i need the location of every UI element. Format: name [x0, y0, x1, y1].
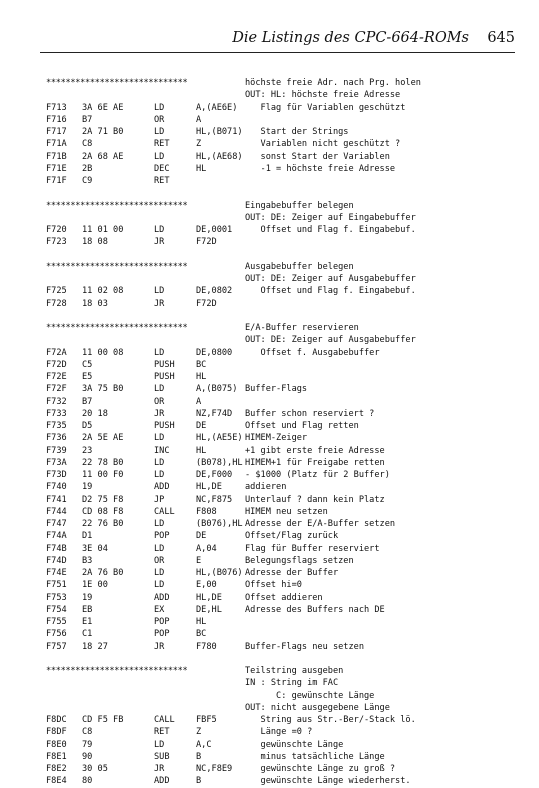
mnemonic: POP	[154, 629, 170, 640]
opcode-bytes: 1E 00	[82, 580, 108, 591]
opcode-bytes: E5	[82, 372, 93, 382]
instruction-line	[46, 285, 516, 297]
operand: NZ,F74D	[196, 408, 233, 419]
address: F72F	[46, 384, 67, 395]
opcode-bytes: 23	[82, 445, 93, 456]
comment-line	[46, 677, 516, 689]
address: F713	[46, 102, 67, 113]
opcode-bytes: 22 76 B0	[82, 519, 124, 529]
opcode-bytes: 90	[82, 751, 93, 762]
address: F744	[46, 506, 67, 517]
mnemonic: INC	[154, 445, 170, 456]
instruction-line	[46, 383, 516, 395]
opcode-bytes: B3	[82, 555, 93, 566]
opcode-bytes: 2A 5E AE	[82, 433, 124, 444]
opcode-bytes: 30 05	[82, 764, 108, 774]
operand: F808	[196, 506, 217, 517]
comment-text: Buffer schon reserviert ?	[245, 408, 375, 419]
operand: B	[196, 776, 202, 787]
address: F8E4	[46, 776, 67, 787]
address: F717	[46, 127, 67, 137]
comment-line	[46, 89, 516, 101]
address: F755	[46, 617, 67, 627]
instruction-line	[46, 114, 516, 126]
instruction-line	[46, 432, 516, 444]
comment-text: OUT: DE: Zeiger auf Eingabebuffer	[245, 212, 416, 223]
mnemonic: CALL	[154, 715, 175, 725]
opcode-bytes: 3A 6E AE	[82, 102, 124, 113]
comment-text: Belegungsflags setzen	[245, 555, 354, 566]
opcode-bytes: C1	[82, 629, 93, 640]
section-header-line	[46, 200, 516, 212]
instruction-line	[46, 175, 516, 187]
instruction-line	[46, 763, 516, 775]
address: F74A	[46, 531, 67, 542]
comment-text: Flag für Buffer reserviert	[245, 543, 380, 554]
instruction-line	[46, 567, 516, 579]
mnemonic: JP	[154, 494, 165, 505]
address: F751	[46, 580, 67, 591]
mnemonic: RET	[154, 727, 170, 738]
address: F71A	[46, 139, 67, 150]
address: F754	[46, 604, 67, 615]
running-title: Die Listings des CPC-664-ROMs	[232, 30, 469, 46]
comment-text: Buffer-Flags neu setzen	[245, 641, 364, 652]
address: F716	[46, 114, 67, 125]
address: F8E1	[46, 751, 67, 762]
opcode-bytes: C9	[82, 176, 93, 186]
comment-text: Offset/Flag zurück	[245, 531, 339, 542]
comment-text: OUT: DE: Zeiger auf Ausgabebuffer	[245, 274, 416, 284]
operand: DE,0802	[196, 286, 233, 297]
mnemonic: PUSH	[154, 372, 175, 382]
opcode-bytes: D1	[82, 531, 93, 542]
address: F739	[46, 445, 67, 456]
instruction-line	[46, 408, 516, 420]
comment-line	[46, 334, 516, 346]
comment-line	[46, 212, 516, 224]
instruction-line	[46, 347, 516, 359]
assembly-listing	[46, 77, 516, 788]
instruction-line	[46, 616, 516, 628]
comment-text: String aus Str.-Ber/-Stack lö.	[245, 715, 416, 725]
opcode-bytes: EB	[82, 604, 93, 615]
instruction-line	[46, 359, 516, 371]
instruction-line	[46, 506, 516, 518]
mnemonic: LD	[154, 102, 165, 113]
comment-text: Buffer-Flags	[245, 384, 308, 395]
opcode-bytes: 19	[82, 592, 93, 603]
opcode-bytes: 22 78 B0	[82, 457, 124, 468]
mnemonic: LD	[154, 384, 165, 395]
mnemonic: RET	[154, 139, 170, 150]
address: F73A	[46, 457, 67, 468]
mnemonic: ADD	[154, 592, 170, 603]
instruction-line	[46, 102, 516, 114]
instruction-line	[46, 396, 516, 408]
mnemonic: LD	[154, 286, 165, 297]
instruction-line	[46, 469, 516, 481]
comment-text: -1 = höchste freie Adresse	[245, 163, 396, 174]
blank-line	[46, 249, 516, 261]
opcode-bytes: 18 03	[82, 298, 108, 309]
section-header-line	[46, 77, 516, 89]
mnemonic: PUSH	[154, 421, 175, 431]
instruction-line	[46, 579, 516, 591]
operand: (B076),HL	[196, 519, 243, 529]
comment-text: HIMEM+1 für Freigabe retten	[245, 457, 385, 468]
instruction-line	[46, 543, 516, 555]
mnemonic: LD	[154, 225, 165, 235]
opcode-bytes: 20 18	[82, 408, 108, 419]
opcode-bytes: 80	[82, 776, 93, 787]
address: F8E0	[46, 739, 67, 750]
opcode-bytes: 11 00 08	[82, 347, 124, 358]
operand: E,00	[196, 580, 217, 591]
operand: A,(AE6E)	[196, 102, 238, 113]
comment-text: Adresse der E/A-Buffer setzen	[245, 519, 396, 529]
instruction-line	[46, 604, 516, 616]
mnemonic: DEC	[154, 163, 170, 174]
mnemonic: OR	[154, 555, 165, 566]
address: F740	[46, 482, 67, 493]
address: F74D	[46, 555, 67, 566]
operand: DE,F000	[196, 470, 233, 480]
opcode-bytes: C5	[82, 359, 93, 370]
opcode-bytes: 18 08	[82, 237, 108, 248]
comment-text: - $1000 (Platz für 2 Buffer)	[245, 470, 390, 480]
address: F720	[46, 225, 67, 235]
operand: HL,(B071)	[196, 127, 243, 137]
operand: Z	[196, 139, 202, 150]
section-title: Eingabebuffer belegen	[245, 200, 354, 211]
section-separator: *****************************	[46, 78, 188, 88]
page-header	[40, 28, 515, 50]
address: F72A	[46, 347, 67, 358]
address: F74B	[46, 543, 67, 554]
opcode-bytes: CD F5 FB	[82, 715, 124, 725]
comment-text: gewünschte Länge zu groß ?	[245, 764, 396, 774]
opcode-bytes: 3A 75 B0	[82, 384, 124, 395]
operand: F780	[196, 641, 217, 652]
instruction-line	[46, 641, 516, 653]
opcode-bytes: 18 27	[82, 641, 108, 652]
section-title: Ausgabebuffer belegen	[245, 261, 354, 272]
comment-text: Offset addieren	[245, 592, 323, 603]
operand: E	[196, 555, 202, 566]
mnemonic: LD	[154, 457, 165, 468]
opcode-bytes: 79	[82, 739, 93, 750]
comment-text: +1 gibt erste freie Adresse	[245, 445, 385, 456]
operand: BC	[196, 629, 207, 640]
operand: HL,(AE5E)	[196, 433, 243, 444]
opcode-bytes: 11 02 08	[82, 286, 124, 297]
comment-line	[46, 702, 516, 714]
mnemonic: ADD	[154, 776, 170, 787]
instruction-line	[46, 481, 516, 493]
address: F73D	[46, 470, 67, 480]
operand: HL,DE	[196, 482, 222, 493]
comment-text: HIMEM-Zeiger	[245, 433, 308, 444]
address: F71E	[46, 163, 67, 174]
instruction-line	[46, 445, 516, 457]
operand: DE,HL	[196, 604, 222, 615]
comment-text: gewünschte Länge wiederherst.	[245, 776, 411, 787]
section-header-line	[46, 261, 516, 273]
mnemonic: OR	[154, 114, 165, 125]
mnemonic: LD	[154, 347, 165, 358]
operand: Z	[196, 727, 202, 738]
opcode-bytes: 2A 68 AE	[82, 151, 124, 162]
mnemonic: JR	[154, 298, 165, 309]
address: F757	[46, 641, 67, 652]
comment-line	[46, 690, 516, 702]
section-header-line	[46, 322, 516, 334]
address: F747	[46, 519, 67, 529]
address: F728	[46, 298, 67, 309]
opcode-bytes: 2A 71 B0	[82, 127, 124, 137]
operand: NC,F8E9	[196, 764, 233, 774]
comment-text: C: gewünschte Länge	[245, 690, 375, 701]
opcode-bytes: B7	[82, 396, 93, 407]
opcode-bytes: 11 01 00	[82, 225, 124, 235]
comment-text: Unterlauf ? dann kein Platz	[245, 494, 385, 505]
operand: F72D	[196, 237, 217, 248]
instruction-line	[46, 555, 516, 567]
operand: F72D	[196, 298, 217, 309]
operand: DE	[196, 421, 207, 431]
mnemonic: LD	[154, 739, 165, 750]
instruction-line	[46, 530, 516, 542]
comment-text: Start der Strings	[245, 127, 349, 137]
opcode-bytes: C8	[82, 139, 93, 150]
comment-text: Offset hi=0	[245, 580, 302, 591]
comment-text: Offset und Flag retten	[245, 421, 359, 431]
mnemonic: LD	[154, 470, 165, 480]
operand: HL,(B076)	[196, 568, 243, 578]
operand: HL	[196, 445, 207, 456]
comment-text: Offset und Flag f. Eingabebuf.	[245, 225, 416, 235]
header-rule	[40, 52, 515, 53]
address: F8DC	[46, 715, 67, 725]
mnemonic: LD	[154, 127, 165, 137]
section-separator: *****************************	[46, 666, 188, 676]
mnemonic: LD	[154, 568, 165, 578]
operand: HL	[196, 617, 207, 627]
address: F723	[46, 237, 67, 248]
comment-text: Adresse des Buffers nach DE	[245, 604, 385, 615]
mnemonic: POP	[154, 531, 170, 542]
address: F8DF	[46, 727, 67, 738]
section-separator: *****************************	[46, 261, 188, 272]
mnemonic: POP	[154, 617, 170, 627]
comment-text: Variablen nicht geschützt ?	[245, 139, 401, 150]
comment-text: addieren	[245, 482, 287, 493]
instruction-line	[46, 138, 516, 150]
instruction-line	[46, 236, 516, 248]
address: F725	[46, 286, 67, 297]
opcode-bytes: 19	[82, 482, 93, 493]
opcode-bytes: 3E 04	[82, 543, 108, 554]
instruction-line	[46, 224, 516, 236]
opcode-bytes: 2B	[82, 163, 93, 174]
instruction-line	[46, 494, 516, 506]
address: F71B	[46, 151, 67, 162]
mnemonic: JR	[154, 237, 165, 248]
opcode-bytes: E1	[82, 617, 93, 627]
opcode-bytes: 2A 76 B0	[82, 568, 124, 578]
operand: HL,DE	[196, 592, 222, 603]
opcode-bytes: C8	[82, 727, 93, 738]
opcode-bytes: 11 00 F0	[82, 470, 124, 480]
address: F756	[46, 629, 67, 640]
instruction-line	[46, 371, 516, 383]
operand: BC	[196, 359, 207, 370]
address: F733	[46, 408, 67, 419]
operand: HL	[196, 372, 207, 382]
blank-line	[46, 310, 516, 322]
instruction-line	[46, 739, 516, 751]
operand: A,C	[196, 739, 212, 750]
instruction-line	[46, 518, 516, 530]
instruction-line	[46, 457, 516, 469]
comment-text: Offset und Flag f. Eingabebuf.	[245, 286, 416, 297]
comment-text: IN : String im FAC	[245, 678, 339, 689]
operand: NC,F875	[196, 494, 233, 505]
instruction-line	[46, 628, 516, 640]
operand: HL,(AE68)	[196, 151, 243, 162]
section-separator: *****************************	[46, 323, 188, 333]
mnemonic: OR	[154, 396, 165, 407]
instruction-line	[46, 126, 516, 138]
instruction-line	[46, 420, 516, 432]
comment-text: OUT: HL: höchste freie Adresse	[245, 90, 401, 101]
opcode-bytes: B7	[82, 114, 93, 125]
comment-text: Flag für Variablen geschützt	[245, 102, 406, 113]
section-separator: *****************************	[46, 200, 188, 211]
opcode-bytes: CD 08 F8	[82, 506, 124, 517]
mnemonic: LD	[154, 580, 165, 591]
address: F753	[46, 592, 67, 603]
mnemonic: LD	[154, 151, 165, 162]
blank-line	[46, 187, 516, 199]
page-number: 645	[487, 30, 515, 46]
operand: DE,0800	[196, 347, 233, 358]
opcode-bytes: D5	[82, 421, 93, 431]
instruction-line	[46, 726, 516, 738]
section-title: E/A-Buffer reservieren	[245, 323, 359, 333]
comment-text: Offset f. Ausgabebuffer	[245, 347, 380, 358]
address: F732	[46, 396, 67, 407]
mnemonic: LD	[154, 543, 165, 554]
mnemonic: SUB	[154, 751, 170, 762]
section-title: höchste freie Adr. nach Prg. holen	[245, 78, 421, 88]
operand: FBF5	[196, 715, 217, 725]
comment-text: gewünschte Länge	[245, 739, 344, 750]
comment-text: minus tatsächliche Länge	[245, 751, 385, 762]
address: F74E	[46, 568, 67, 578]
mnemonic: RET	[154, 176, 170, 186]
section-title: Teilstring ausgeben	[245, 666, 344, 676]
operand: B	[196, 751, 202, 762]
mnemonic: JR	[154, 764, 165, 774]
address: F736	[46, 433, 67, 444]
operand: A,04	[196, 543, 217, 554]
opcode-bytes: D2 75 F8	[82, 494, 124, 505]
mnemonic: JR	[154, 641, 165, 652]
address: F8E2	[46, 764, 67, 774]
address: F741	[46, 494, 67, 505]
instruction-line	[46, 775, 516, 787]
mnemonic: ADD	[154, 482, 170, 493]
address: F735	[46, 421, 67, 431]
instruction-line	[46, 163, 516, 175]
instruction-line	[46, 592, 516, 604]
mnemonic: EX	[154, 604, 165, 615]
instruction-line	[46, 151, 516, 163]
comment-text: OUT: nicht ausgegebene Länge	[245, 702, 390, 713]
operand: A,(B075)	[196, 384, 238, 395]
address: F71F	[46, 176, 67, 186]
blank-line	[46, 653, 516, 665]
mnemonic: JR	[154, 408, 165, 419]
operand: (B078),HL	[196, 457, 243, 468]
instruction-line	[46, 298, 516, 310]
comment-text: Länge =0 ?	[245, 727, 313, 738]
operand: DE,0001	[196, 225, 233, 235]
instruction-line	[46, 714, 516, 726]
mnemonic: PUSH	[154, 359, 175, 370]
mnemonic: CALL	[154, 506, 175, 517]
comment-text: OUT: DE: Zeiger auf Ausgabebuffer	[245, 335, 416, 346]
mnemonic: LD	[154, 519, 165, 529]
operand: DE	[196, 531, 207, 542]
comment-line	[46, 273, 516, 285]
comment-text: sonst Start der Variablen	[245, 151, 390, 162]
comment-text: HIMEM neu setzen	[245, 506, 328, 517]
instruction-line	[46, 751, 516, 763]
address: F72D	[46, 359, 67, 370]
operand: A	[196, 114, 202, 125]
mnemonic: LD	[154, 433, 165, 444]
comment-text: Adresse der Buffer	[245, 568, 339, 578]
operand: HL	[196, 163, 207, 174]
address: F72E	[46, 372, 67, 382]
section-header-line	[46, 665, 516, 677]
operand: A	[196, 396, 202, 407]
